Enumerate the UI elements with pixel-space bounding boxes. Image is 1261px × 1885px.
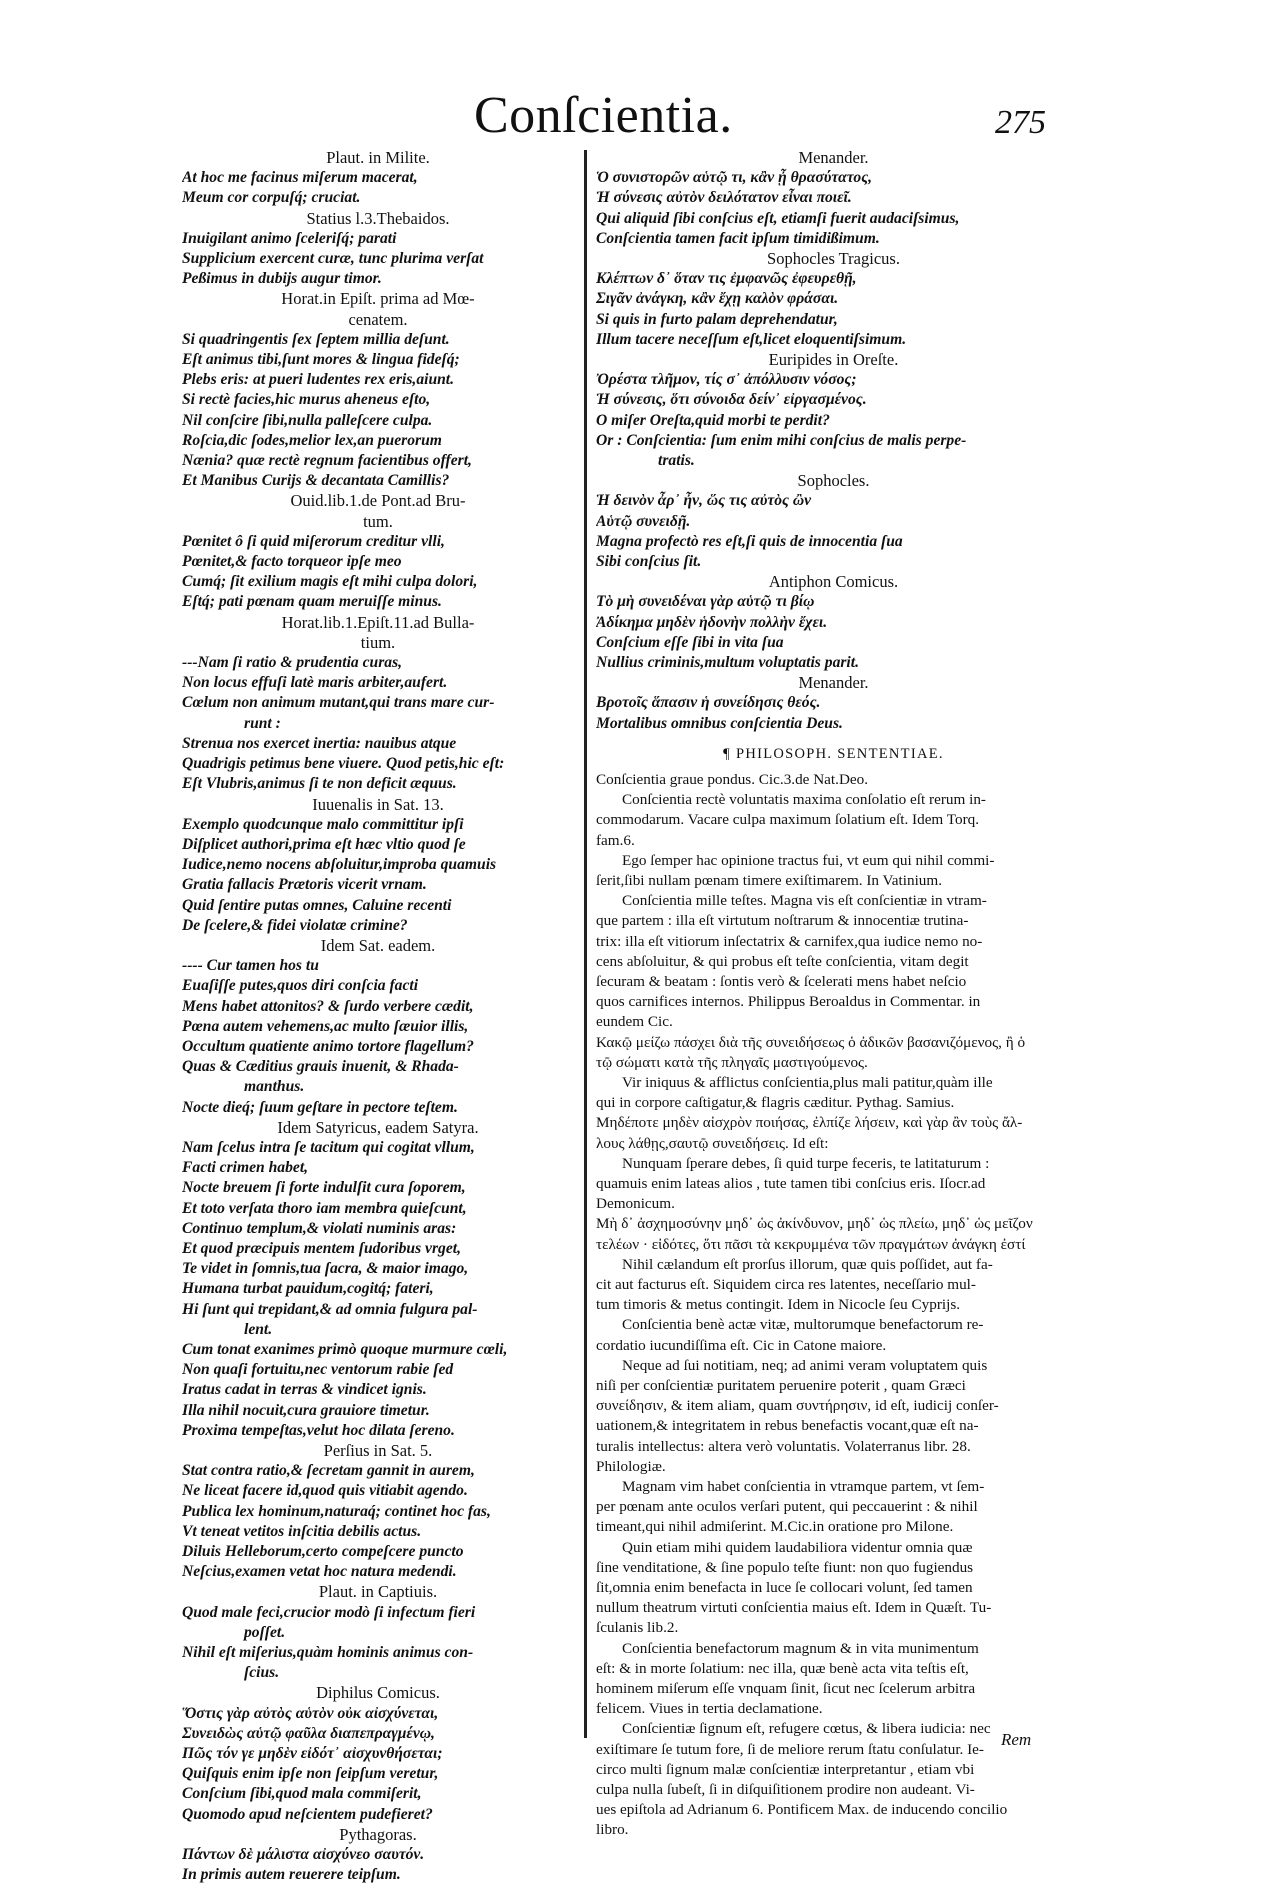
verse-line: Plebs eris: at pueri ludentes rex eris,aiunt. bbox=[182, 371, 455, 389]
verse-line: Conſcientia tamen facit ipſum timidißimum. bbox=[596, 229, 880, 247]
prose-line: ſculanis lib.2. bbox=[596, 1619, 679, 1637]
verse-line: At hoc me facinus miſerum macerat, bbox=[182, 169, 418, 187]
prose-line: niſi per conſcientiæ puritatem peruenire poterit , quam Græci bbox=[596, 1376, 966, 1394]
page-header bbox=[0, 86, 1261, 156]
prose-line: fam.6. bbox=[596, 831, 635, 849]
prose-line: exiſtimare ſe tutum fore, ſi de meliore rerum ſtatu conſulatur. Ie- bbox=[596, 1740, 984, 1758]
prose-line: cordatio iucundiſſima eſt. Cic in Catone maiore. bbox=[596, 1336, 887, 1354]
verse-line: Συνειδὼς αὑτῷ φαῦλα διαπεπραγμένῳ, bbox=[182, 1724, 435, 1742]
verse-line: Iudice,nemo nocens abſoluitur,improba quamuis bbox=[182, 856, 497, 874]
verse-line: O miſer Oreſta,quid morbi te perdit? bbox=[596, 411, 830, 429]
verse-line: Nocte dieq́; ſuum geſtare in pectore teſtem. bbox=[182, 1098, 458, 1116]
verse-line: Cœlum non animum mutant,qui trans mare cur- bbox=[182, 694, 495, 712]
verse-line: Ὀρέστα τλῆμον, τίς σ᾽ ἀπόλλυσιν νόσος; bbox=[596, 371, 857, 389]
prose-line: Κακῷ μείζω πάσχει διὰ τῆς συνειδήσεως ὁ ἀδικῶν βασανιζόμενος, ἢ ὁ bbox=[596, 1033, 1026, 1051]
source-heading: Pythagoras. bbox=[339, 1824, 417, 1844]
verse-line: Proxima tempeſtas,velut hoc dilata ſereno. bbox=[182, 1421, 455, 1439]
prose-line: cens abſoluitur, & qui probus eſt teſte conſcientia, vitam degit bbox=[596, 952, 969, 970]
prose-line: ues epiſtola ad Adrianum 6. Pontificem Max. de inducendo concilio bbox=[596, 1801, 1008, 1819]
verse-line: Illum tacere neceſſum eſt,licet eloquentiſsimum. bbox=[596, 330, 907, 348]
catchword: Rem bbox=[1001, 1730, 1032, 1749]
column-rule bbox=[584, 150, 587, 1738]
verse-line: lent. bbox=[244, 1320, 273, 1338]
page-number: 275 bbox=[995, 104, 1046, 141]
source-heading: Diphilus Comicus. bbox=[316, 1683, 440, 1703]
verse-line: Vt teneat vetitos inſcitia debilis actus. bbox=[182, 1522, 422, 1540]
prose-line: libro. bbox=[596, 1821, 629, 1839]
source-heading: Perſius in Sat. 5. bbox=[323, 1441, 433, 1460]
verse-line: Eſt animus tibi,ſunt mores & lingua fideſq́; bbox=[182, 351, 460, 369]
prose-line: culpa nulla ſubeſt, ſi in diſquiſitionem prodire non audeant. Vi- bbox=[596, 1781, 975, 1799]
prose-line: Μὴ δ᾽ ἀσχημοσύνην μηδ᾽ ὡς ἀκίνδυνον, μηδ᾽ ὡς πλείω, μηδ᾽ ὡς μεῖζον bbox=[596, 1215, 1033, 1233]
verse-line: Ὁ συνιστορῶν αὑτῷ τι, κἂν ᾖ θρασύτατος, bbox=[596, 169, 873, 187]
verse-line: Nænia? quæ rectè regnum facientibus offert, bbox=[182, 452, 472, 470]
verse-line: Inuigilant animo ſceleriſq́; parati bbox=[182, 229, 397, 247]
verse-line: Euaſiſſe putes,quos diri conſcia facti bbox=[182, 977, 419, 995]
source-heading: cenatem. bbox=[348, 309, 408, 329]
verse-line: Pœnitet ô ſi quid miſerorum creditur vlli, bbox=[182, 532, 445, 550]
verse-line: Ὅστις γὰρ αὐτὸς αὑτὸν οὐκ αἰσχύνεται, bbox=[182, 1704, 439, 1722]
prose-line: eundem Cic. bbox=[596, 1013, 673, 1031]
source-heading: Idem Sat. eadem. bbox=[320, 935, 436, 955]
source-heading: Menander. bbox=[798, 148, 869, 167]
verse-line: Occultum quatiente animo tortore flagellum? bbox=[182, 1037, 474, 1055]
verse-line: Roſcia,dic ſodes,melior lex,an puerorum bbox=[182, 431, 442, 449]
verse-line: In primis autem reuerere teipſum. bbox=[182, 1866, 401, 1884]
source-heading: Menander. bbox=[798, 673, 869, 693]
verse-line: Exemplo quodcunque malo committitur ipſi bbox=[182, 815, 464, 833]
prose-line: Magnam vim habet conſcientia in vtramque partem, vt ſem- bbox=[622, 1478, 985, 1495]
verse-line: Pœnitet,& facto torqueor ipſe meo bbox=[182, 553, 402, 571]
prose-line: Μηδέποτε μηδὲν αἰσχρὸν ποιήσας, ἐλπίζε λήσειν, καὶ γὰρ ἂν τοὺς ἄλ- bbox=[596, 1114, 1023, 1132]
verse-line: Quiſquis enim ipſe non ſeipſum veretur, bbox=[182, 1765, 439, 1783]
prose-line: Demonicum. bbox=[596, 1195, 675, 1213]
prose-line: felicem. Viues in tertia declamatione. bbox=[596, 1700, 823, 1718]
source-heading: Idem Satyricus, eadem Satyra. bbox=[277, 1117, 479, 1137]
prose-line: que partem : illa eſt virtutum noſtrarum & innocentiæ trutina- bbox=[596, 912, 969, 930]
verse-line: Gratia fallacis Prætoris vicerit vrnam. bbox=[182, 876, 427, 894]
prose-line: nullum theatrum virtuti conſcientia maius eſt. Idem in Quæſt. Tu- bbox=[596, 1599, 992, 1617]
verse-line: Magna profectò res eſt,ſi quis de innocentia ſua bbox=[596, 532, 903, 550]
prose-line: Conſcientia graue pondus. Cic.3.de Nat.Deo. bbox=[596, 770, 869, 788]
verse-line: Te videt in ſomnis,tua ſacra, & maior imago, bbox=[182, 1260, 469, 1278]
source-heading: Statius l.3.Thebaidos. bbox=[306, 208, 450, 228]
verse-line: Σιγᾶν ἀνάγκη, κἂν ἔχῃ καλὸν φράσαι. bbox=[596, 290, 839, 308]
source-heading: Ouid.lib.1.de Pont.ad Bru- bbox=[290, 491, 466, 511]
prose-line: Neque ad ſui notitiam, neq; ad animi veram voluptatem quis bbox=[622, 1356, 988, 1374]
prose-line: Conſcientia rectè voluntatis maxima conſolatio eſt rerum in- bbox=[622, 791, 986, 809]
verse-line: Quod male feci,crucior modò ſi infectum fieri bbox=[182, 1603, 476, 1621]
verse-line: Nil conſcire ſibi,nulla palleſcere culpa. bbox=[182, 411, 433, 429]
verse-line: Stat contra ratio,& ſecretam gannit in aurem, bbox=[182, 1462, 475, 1480]
source-heading: Antiphon Comicus. bbox=[768, 572, 899, 592]
verse-line: Nocte breuem ſi forte indulſit cura ſoporem, bbox=[182, 1179, 466, 1197]
verse-line: Eſtq́; pati pœnam quam meruiſſe minus. bbox=[182, 593, 442, 611]
prose-line: turalis intellectus: altera verò voluntatis. Volaterranus libr. 28. bbox=[596, 1437, 971, 1455]
verse-line: Κλέπτων δ᾽ ὅταν τις ἐμφανῶς ἐφευρεθῇ, bbox=[596, 270, 857, 288]
prose-line: trix: illa eſt vitiorum inſectatrix & carnifex,qua iudice nemo no- bbox=[596, 932, 983, 950]
verse-line: Βροτοῖς ἅπασιν ἡ συνείδησις θεός. bbox=[596, 694, 821, 712]
verse-line: Conſcium ſibi,quod mala commiſerit, bbox=[182, 1785, 422, 1803]
verse-line: Si quadringentis ſex ſeptem millia deſunt. bbox=[182, 330, 450, 348]
section-heading: ¶ PHILOSOPH. SENTENTIAE. bbox=[723, 745, 944, 762]
prose-line: Quin etiam mihi quidem laudabiliora videntur omnia quæ bbox=[622, 1538, 973, 1556]
prose-line: qui in corpore caſtigatur,& flagris cæditur. Pythag. Samius. bbox=[596, 1094, 955, 1112]
prose-line: uationem,& integritatem in rebus benefactis vocant,quæ eſt na- bbox=[596, 1417, 979, 1435]
verse-line: Quadrigis petimus bene viuere. Quod petis,hic eſt: bbox=[182, 755, 505, 773]
verse-line: Cumq́; ſit exilium magis eſt mihi culpa dolori, bbox=[182, 573, 478, 591]
verse-line: Supplicium exercent curæ, tunc plurima verſat bbox=[182, 250, 484, 268]
verse-line: Et Manibus Curijs & decantata Camillis? bbox=[182, 472, 450, 490]
prose-line: λους λάθῃς,σαυτῷ συνειδήσεις. Id eſt: bbox=[596, 1134, 829, 1152]
verse-line: Ἀδίκημα μηδὲν ἡδονὴν πολλὴν ἔχει. bbox=[596, 613, 828, 631]
prose-line: eſt: & in morte ſolatium: nec illa, quæ benè acta vita teſtis eſt, bbox=[596, 1659, 969, 1677]
verse-line: Strenua nos exercet inertia: nauibus atque bbox=[182, 734, 457, 752]
prose-line: ſerit,ſibi nullam pœnam timere exiſtimarem. In Vatinium. bbox=[596, 871, 943, 889]
verse-line: Hi ſunt qui trepidant,& ad omnia fulgura pal- bbox=[182, 1300, 478, 1318]
verse-line: Et quod præcipuis mentem ſudoribus vrget, bbox=[182, 1239, 461, 1257]
verse-line: Humana turbat pauidum,cogitq́; fateri, bbox=[182, 1280, 434, 1298]
verse-line: Pœna autem vehemens,ac multo ſæuior illis, bbox=[182, 1017, 469, 1035]
verse-line: Ne liceat facere id,quod quis vitiabit agendo. bbox=[182, 1482, 468, 1500]
prose-line: hominem miſerum eſſe vnquam ſinit, ſicut nec ſcelerum arbitra bbox=[596, 1680, 976, 1698]
verse-line: Ἡ σύνεσις, ὅτι σύνοιδα δείν᾽ εἰργασμένος. bbox=[596, 391, 867, 409]
left-column bbox=[182, 148, 574, 1885]
verse-line: Facti crimen habet, bbox=[182, 1159, 309, 1177]
verse-line: Mens habet attonitos? & ſurdo verbere cædit, bbox=[182, 997, 474, 1015]
verse-line: Publica lex hominum,naturaq́; continet hoc fas, bbox=[182, 1502, 491, 1520]
prose-line: quamuis enim lateas alios , tute tamen tibi conſcius eris. Iſocr.ad bbox=[596, 1174, 986, 1192]
prose-line: Conſcientia benè actæ vitæ, multorumque benefactorum re- bbox=[622, 1316, 984, 1334]
source-heading: Horat.lib.1.Epiſt.11.ad Bulla- bbox=[281, 612, 475, 632]
prose-line: Ego ſemper hac opinione tractus fui, vt eum qui nihil commi- bbox=[622, 851, 995, 869]
prose-line: timeant,qui nihil admiſerint. M.Cic.in oratione pro Milone. bbox=[596, 1518, 954, 1536]
source-heading: Euripides in Oreſte. bbox=[768, 350, 899, 370]
verse-line: ſcius. bbox=[244, 1664, 280, 1682]
verse-line: runt : bbox=[244, 714, 281, 732]
verse-line: Or : Conſcientia: ſum enim mihi conſcius de malis perpe- bbox=[596, 431, 967, 449]
verse-line: Nam ſcelus intra ſe tacitum qui cogitat vllum, bbox=[182, 1138, 475, 1156]
verse-line: Neſcius,examen vetat hoc natura medendi. bbox=[182, 1563, 457, 1581]
verse-line: Nihil eſt miſerius,quàm hominis animus con- bbox=[182, 1644, 474, 1662]
verse-line: De ſcelere,& fidei violatæ crimine? bbox=[182, 916, 408, 934]
prose-line: per pœnam ante oculos verſari putent, qui peccauerint : & nihil bbox=[596, 1498, 978, 1516]
verse-line: Πῶς τόν γε μηδὲν εἰδότ᾽ αἰσχυνθήσεται; bbox=[182, 1745, 443, 1763]
prose-line: commodarum. Vacare culpa maximum ſolatium eſt. Idem Torq. bbox=[596, 811, 980, 829]
prose-line: ſine venditatione, & ſine populo teſte fiunt: non quo fugiendus bbox=[596, 1558, 974, 1576]
verse-line: Cum tonat exanimes primò quoque murmure cœli, bbox=[182, 1340, 508, 1358]
source-heading: Plaut. in Captiuis. bbox=[318, 1582, 438, 1602]
verse-line: ---- Cur tamen hos tu bbox=[182, 957, 319, 975]
verse-line: Meum cor corpuſq́; cruciat. bbox=[182, 189, 361, 207]
source-heading: tum. bbox=[363, 511, 393, 531]
verse-line: Non quaſi fortuitu,nec ventorum rabie ſed bbox=[182, 1361, 454, 1379]
verse-line: Peßimus in dubijs augur timor. bbox=[182, 270, 382, 288]
prose-line: Conſcientia mille teſtes. Magna vis eſt conſcientiæ in vtram- bbox=[622, 892, 987, 910]
prose-line: συνείδησιν, & item aliam, quam συντήρησιν, id eſt, iudicij conſer- bbox=[596, 1397, 999, 1415]
running-title: Conſcientia. bbox=[474, 87, 733, 144]
source-heading: Iuuenalis in Sat. 13. bbox=[312, 794, 444, 814]
verse-line: Nullius criminis,multum voluptatis parit. bbox=[596, 654, 859, 672]
verse-line: Sibi conſcius ſit. bbox=[596, 553, 702, 571]
prose-line: tum timoris & metus contingit. Idem in Nicocle ſeu Cyprijs. bbox=[596, 1296, 961, 1314]
verse-line: Eſt Vlubris,animus ſi te non deficit æquus. bbox=[182, 775, 457, 793]
verse-line: ---Nam ſi ratio & prudentia curas, bbox=[182, 654, 403, 672]
verse-line: Diſplicet authori,prima eſt hæc vltio quod ſe bbox=[182, 835, 466, 853]
prose-line: quos carnifices internos. Philippus Beroaldus in Commentar. in bbox=[596, 993, 981, 1011]
verse-line: Πάντων δὲ μάλιστα αἰσχύνεο σαυτόν. bbox=[182, 1846, 425, 1864]
source-heading: Sophocles Tragicus. bbox=[767, 249, 900, 269]
prose-line: τῷ σώματι κατὰ τῆς πληγαῖς μαστιγούμενος. bbox=[596, 1053, 868, 1071]
prose-line: ſecuram & beatam : ſontis verò & ſcelerati mens habet neſcio bbox=[596, 972, 967, 990]
verse-line: Αὑτῷ συνειδῇ. bbox=[596, 512, 691, 530]
prose-line: Philologiæ. bbox=[596, 1457, 666, 1475]
verse-line: Τὸ μὴ συνειδέναι γὰρ αὑτῷ τι βίῳ bbox=[596, 593, 815, 611]
verse-line: Ἡ δεινὸν ἆρ᾽ ἦν, ὥς τις αὐτὸς ὢν bbox=[596, 492, 812, 510]
prose-line: circo multi ſignum malæ conſcientiæ interpretantur , etiam vbi bbox=[596, 1760, 975, 1778]
verse-line: Non locus effuſi latè maris arbiter,aufert. bbox=[182, 674, 448, 692]
prose-line: cit aut facturus eſt. Siquidem circa res latentes, neceſſario mul- bbox=[596, 1275, 976, 1293]
right-column bbox=[596, 148, 1071, 1841]
prose-line: τελέων · εἰδότες, ὅτι πᾶσι τὰ κεκρυμμένα τῶν πραγμάτων ἀνάγκη ἐστί bbox=[596, 1235, 1026, 1253]
verse-line: Continuo templum,& violati numinis aras: bbox=[182, 1219, 457, 1237]
verse-line: Mortalibus omnibus conſcientia Deus. bbox=[596, 714, 843, 732]
verse-line: Si rectè facies,hic murus aheneus eſto, bbox=[182, 391, 431, 409]
verse-line: Ἡ σύνεσις αὐτὸν δειλότατον εἶναι ποιεῖ. bbox=[596, 189, 852, 207]
prose-line: ſit,omnia enim benefacta in luce ſe collocari volunt, ſed tamen bbox=[596, 1579, 973, 1597]
verse-line: Conſcium eſſe ſibi in vita ſua bbox=[596, 633, 784, 651]
prose-line: Vir iniquus & afflictus conſcientia,plus mali patitur,quàm ille bbox=[622, 1073, 993, 1091]
verse-line: Et toto verſata thoro iam membra quieſcunt, bbox=[182, 1199, 467, 1217]
prose-line: Nihil cælandum eſt prorſus illorum, quæ quis poſſidet, aut fa- bbox=[622, 1255, 993, 1273]
verse-line: Qui aliquid ſibi conſcius eſt, etiamſi fuerit audaciſsimus, bbox=[596, 209, 960, 227]
verse-line: Quas & Cæditius grauis inuenit, & Rhada- bbox=[182, 1058, 459, 1076]
prose-line: Conſcientia benefactorum magnum & in vita munimentum bbox=[622, 1639, 979, 1657]
source-heading: tium. bbox=[360, 632, 396, 652]
verse-line: Iratus cadat in terras & vindicet ignis. bbox=[182, 1381, 427, 1399]
verse-line: Illa nihil nocuit,cura grauiore timetur. bbox=[182, 1401, 430, 1419]
verse-line: Quomodo apud neſcientem pudefieret? bbox=[182, 1805, 433, 1823]
prose-line: Nunquam ſperare debes, ſi quid turpe feceris, te latitaturum : bbox=[622, 1154, 990, 1172]
source-heading: Sophocles. bbox=[797, 471, 870, 491]
verse-line: tratis. bbox=[658, 452, 695, 470]
verse-line: Si quis in furto palam deprehendatur, bbox=[596, 310, 838, 328]
verse-line: manthus. bbox=[244, 1078, 305, 1096]
prose-line: Conſcientiæ ſignum eſt, refugere cœtus, & libera iudicia: nec bbox=[622, 1720, 991, 1738]
source-heading: Horat.in Epiſt. prima ad Mœ- bbox=[281, 289, 475, 309]
verse-line: Diluis Helleborum,certo compeſcere puncto bbox=[182, 1543, 464, 1561]
verse-line: Quid ſentire putas omnes, Caluine recenti bbox=[182, 896, 452, 914]
source-heading: Plaut. in Milite. bbox=[326, 148, 430, 167]
verse-line: poſſet. bbox=[244, 1623, 286, 1641]
